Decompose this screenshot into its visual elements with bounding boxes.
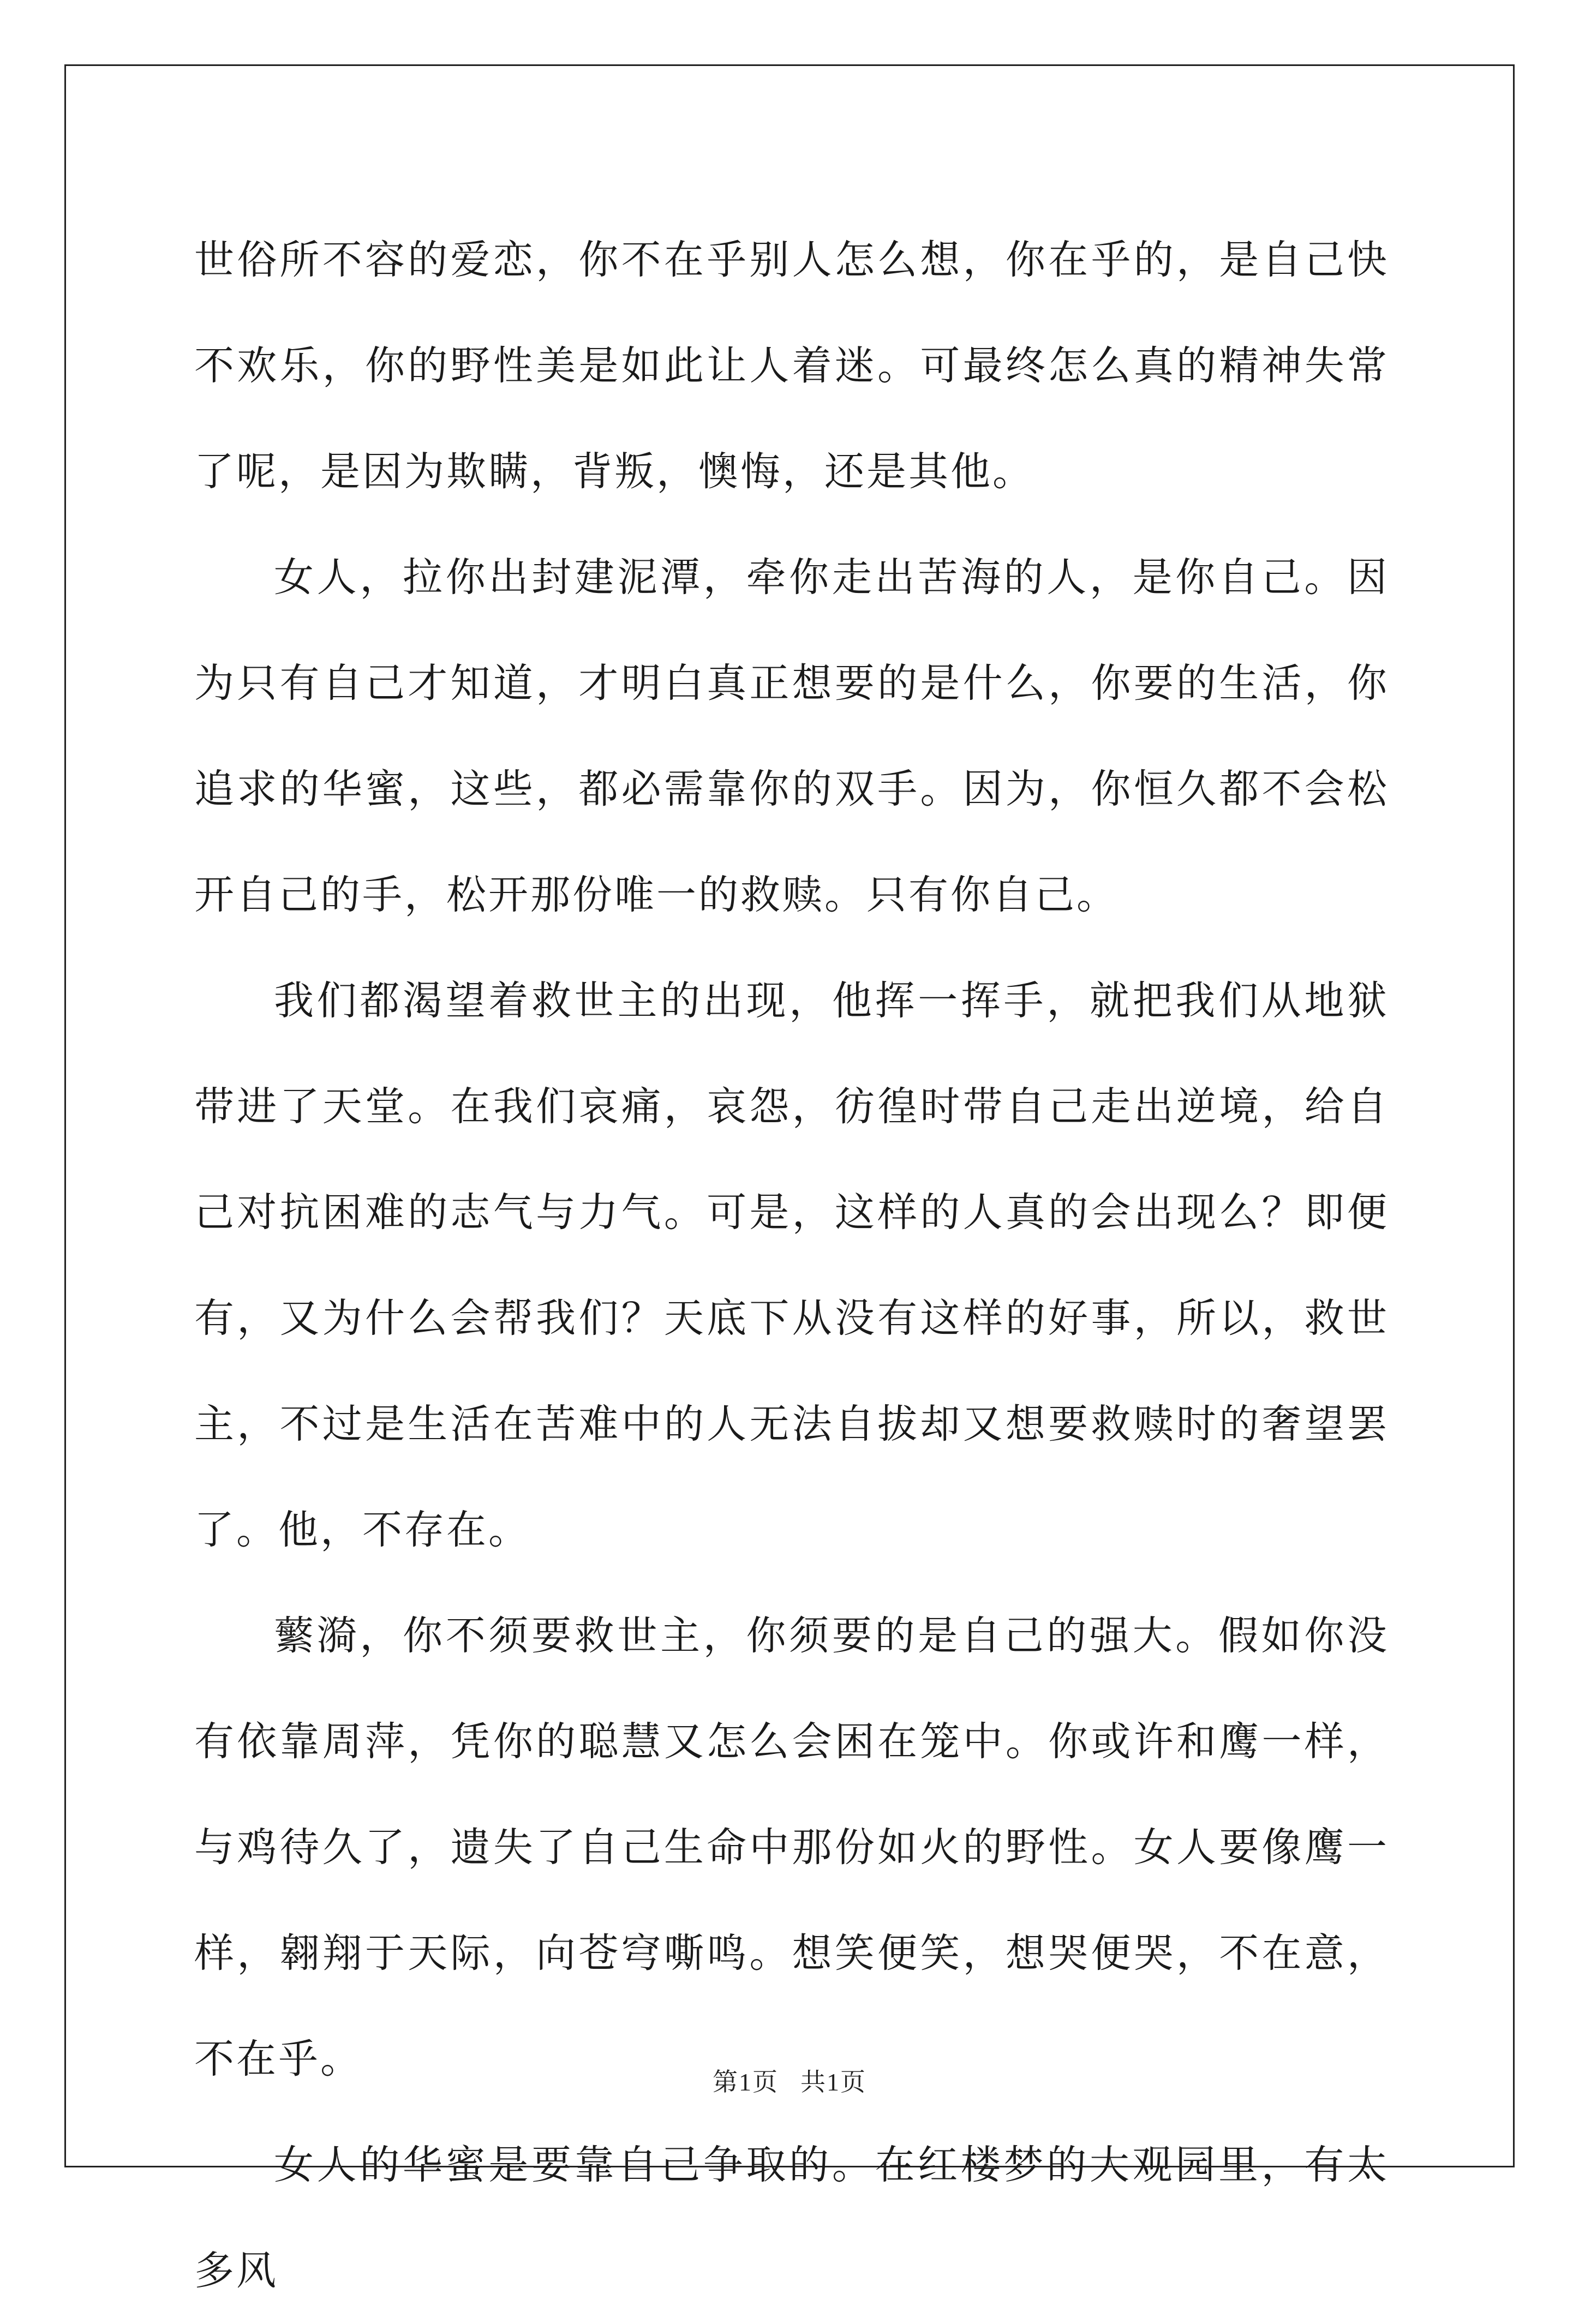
- page-total: 共1页: [800, 2068, 866, 2096]
- paragraph-4: 蘩漪，你不须要救世主，你须要的是自己的强大。假如你没有依靠周萍，凭你的聪慧又怎么会困在笼中。你或许和鹰一样，与鸡待久了，遗失了自己生命中那份如火的野性。女人要像鹰一样，翱翔于天际，向苍穹嘶鸣。想笑便笑，想哭便哭，不在意，不在乎。: [194, 1613, 1389, 2082]
- paragraph-3: 我们都渴望着救世主的出现，他挥一挥手，就把我们从地狱带进了天堂。在我们哀痛，哀怨，彷徨时带自己走出逆境，给自己对抗困难的志气与力气。可是，这样的人真的会出现么？即便有，又为什么会帮我们？天底下从没有这样的好事，所以，救世主，不过是生活在苦难中的人无法自拔却又想要救赎时的奢望罢了。他，不存在。: [194, 978, 1389, 1553]
- paragraph-1: 世俗所不容的爱恋，你不在乎别人怎么想，你在乎的，是自己快不欢乐，你的野性美是如此让人着迷。可最终怎么真的精神失常了呢，是因为欺瞒，背叛，懊悔，还是其他。: [194, 237, 1389, 495]
- page-number: 第1页: [713, 2068, 779, 2096]
- paragraph-2: 女人，拉你出封建泥潭，牵你走出苦海的人，是你自己。因为只有自己才知道，才明白真正想要的是什么，你要的生活，你追求的华蜜，这些，都必需靠你的双手。因为，你恒久都不会松开自己的手，松开那份唯一的救赎。只有你自己。: [194, 554, 1389, 918]
- document-body: [194, 207, 1389, 2324]
- paragraph-5: 女人的华蜜是要靠自己争取的。在红楼梦的大观园里，有太多风: [194, 2142, 1389, 2294]
- page-footer: [0, 2062, 1579, 2098]
